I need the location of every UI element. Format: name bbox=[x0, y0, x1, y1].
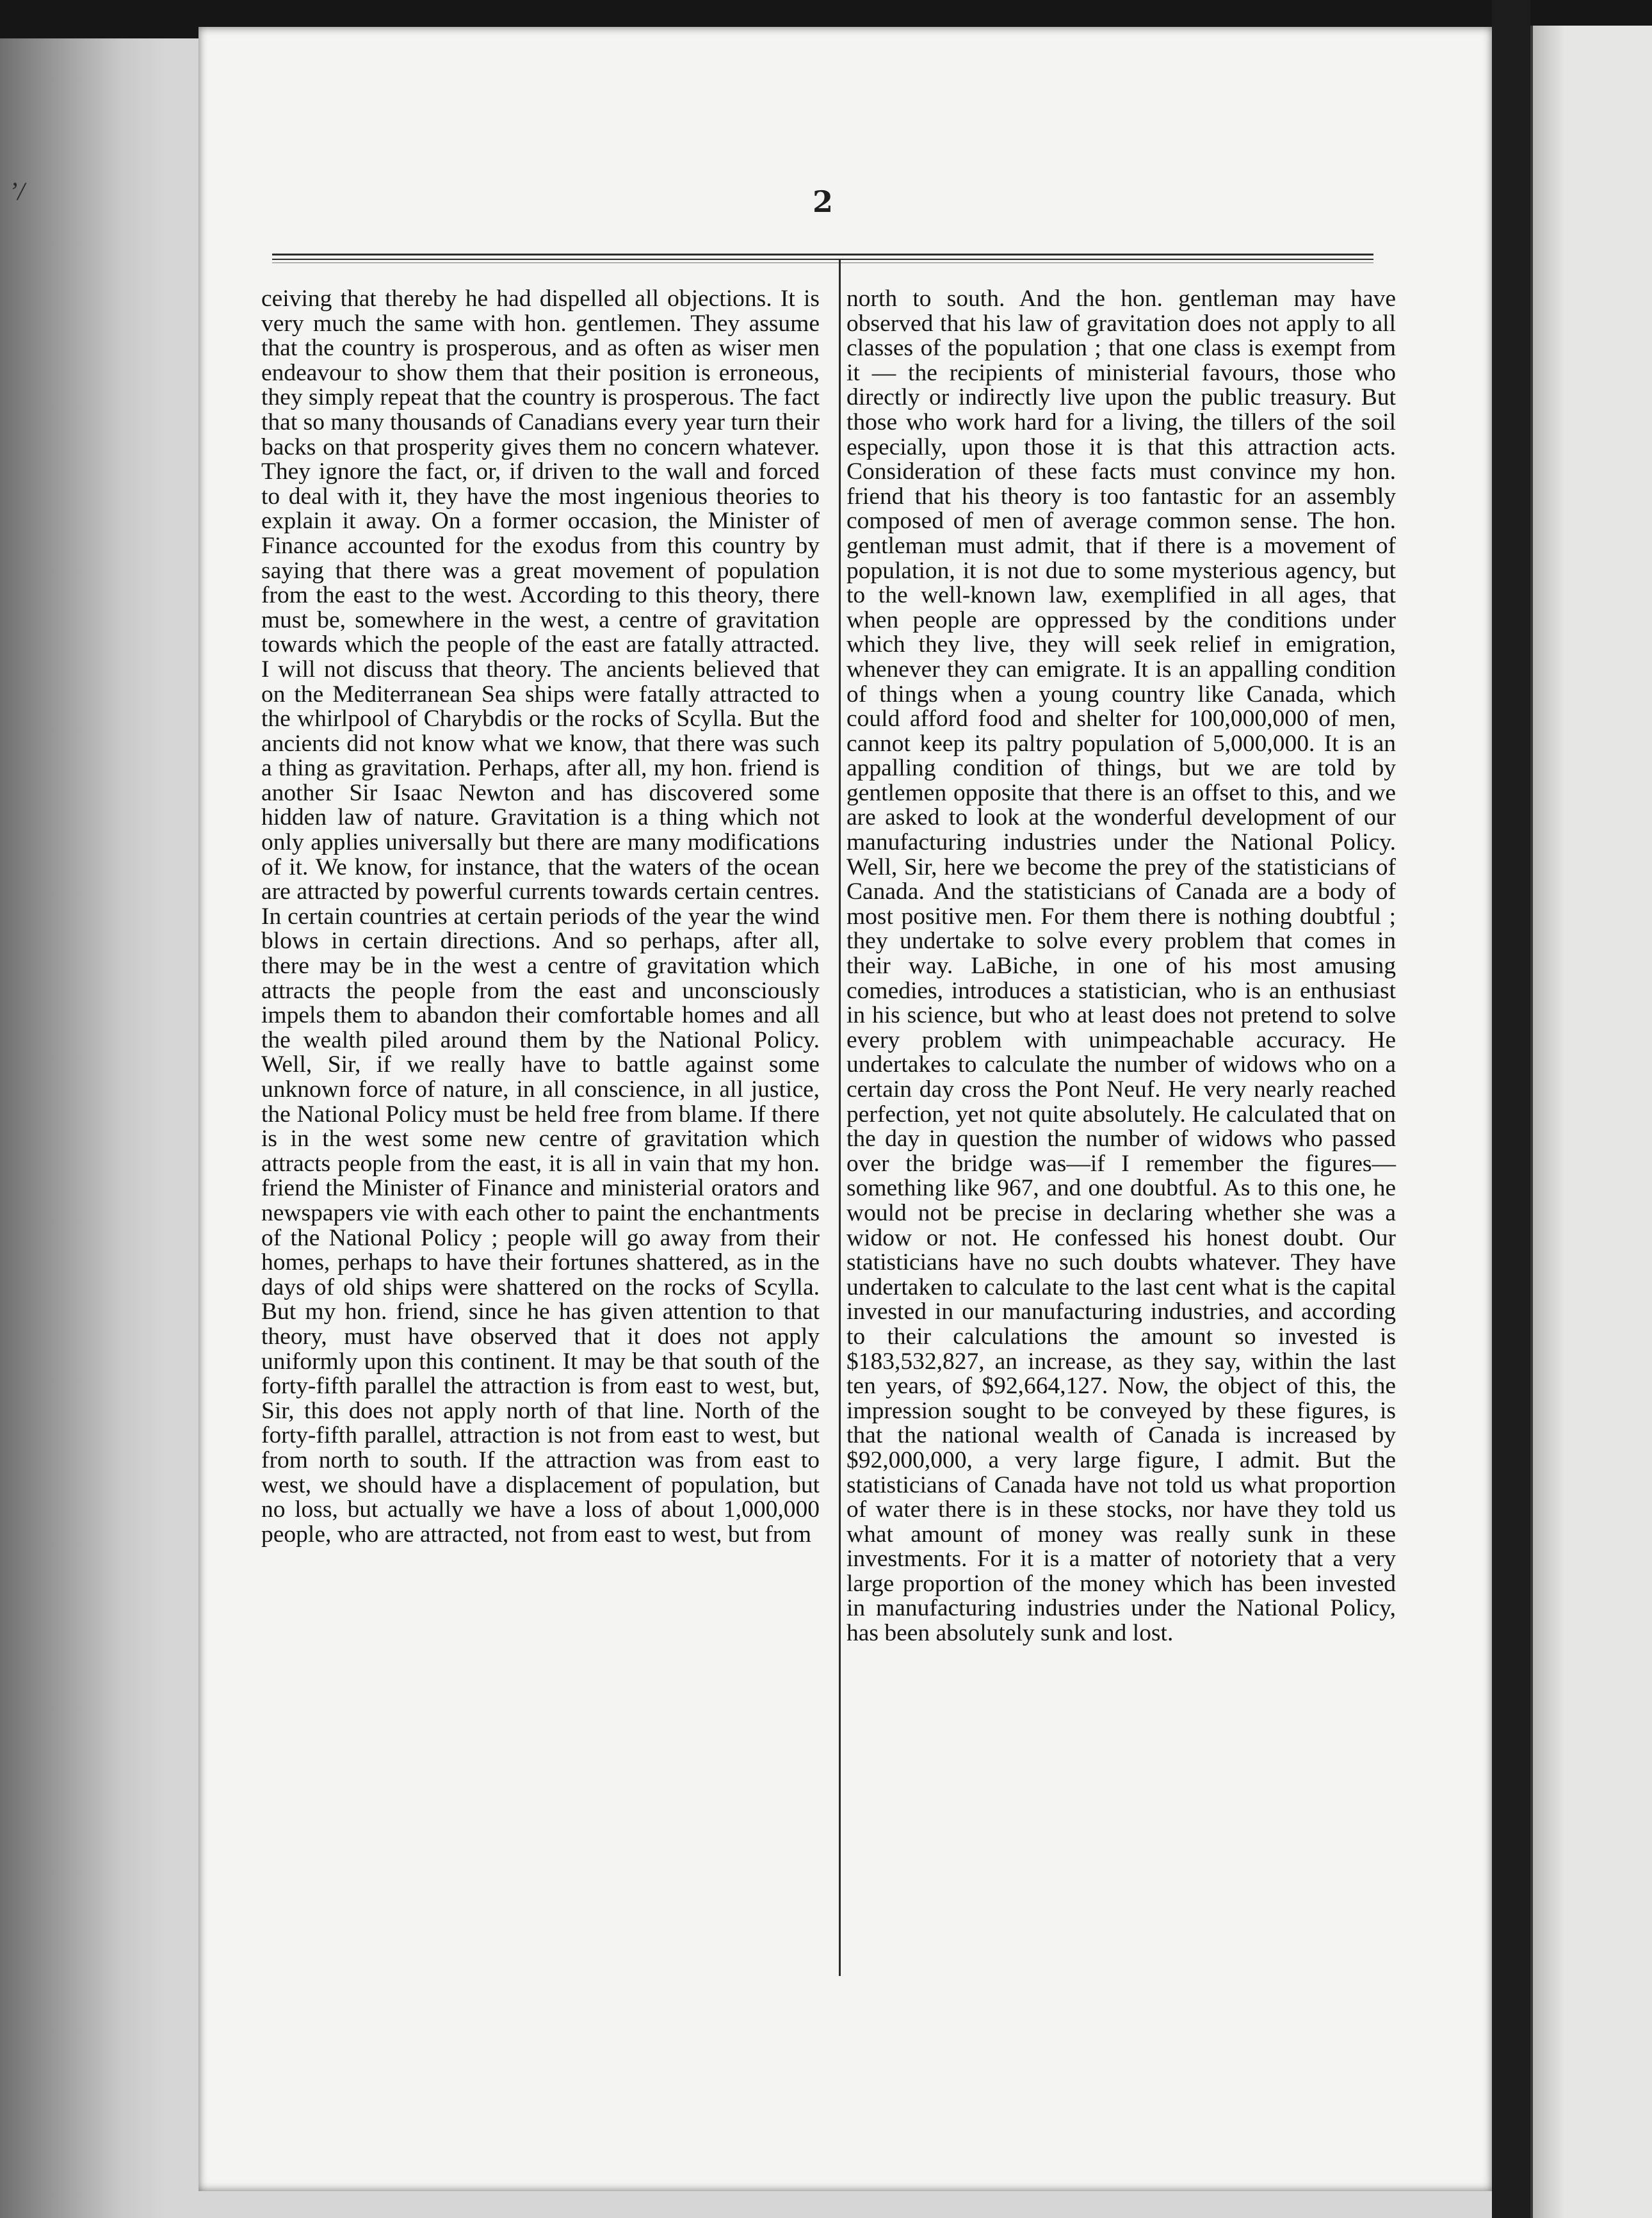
adjacent-page-edge bbox=[1530, 26, 1652, 2218]
margin-mark: ’/ bbox=[9, 177, 25, 206]
header-rule bbox=[272, 254, 1373, 255]
text-column-right bbox=[846, 287, 1396, 1646]
column-divider bbox=[839, 260, 841, 1976]
text-column-left bbox=[261, 287, 820, 1547]
page-gutter bbox=[1492, 0, 1530, 2218]
body-text: north to south. And the hon. gentleman may have observed that his law of gravitation does not apply to all classes of the population ; that one class is exempt from it — the recipients of ministerial favours, those who directly or indirectly live upon the public treasury. But those who work hard for a living, the tillers of the soil especially, upon those it is that this attraction acts. Consideration of these facts must convince my hon. friend that his theory is too fantastic for an assembly composed of men of average common sense. The hon. gentleman must admit, that if there is a movement of population, it is not due to some mysterious agency, but to the well-known law, exemplified in all ages, that when people are oppressed by the conditions under which they live, they will seek relief in emigration, whenever they can emigrate. It is an appalling condition of things when a young country like Canada, which could afford food and shelter for 100,000,000 of men, cannot keep its paltry population of 5,000,000. It is an appalling condition of things, but we are told by gentlemen opposite that there is an offset to this, and we are asked to look at the wonderful development of our manufacturing industries under the National Policy. Well, Sir, here we become the prey of the statisticians of Canada. And the statisticians of Canada are a body of most positive men. For them there is nothing doubtful ; they undertake to solve every problem that comes in their way. LaBiche, in one of his most amusing comedies, introduces a statistician, who is an enthusiast in his science, but who at least does not pretend to solve every problem with unimpeachable accuracy. He undertakes to calculate the number of widows who on a certain day cross the Pont Neuf. He very nearly reached perfection, yet not quite absolutely. He calculated that on the day in question the number of widows who passed over the bridge was—if I remember the figures—something like 967, and one doubtful. As to this one, he would not be precise in declaring whether she was a widow or not. He confessed his honest doubt. Our statisticians have no such doubts whatever. They have undertaken to calculate to the last cent what is the capital invested in our manufacturing industries, and according to their calculations the amount so invested is $183,532,827, an increase, as they say, within the last ten years, of $92,664,127. Now, the object of this, the impression sought to be conveyed by these figures, is that the national wealth of Canada is increased by $92,000,000, a very large figure, I admit. But the statisticians of Canada have not told us what proportion of water there is in these stocks, nor have they told us what amount of money was really sunk in these investments. For it is a matter of notoriety that a very large proportion of the money which has been invested in manufacturing industries under the National Policy, has been absolutely sunk and lost. bbox=[846, 286, 1396, 1647]
body-text: ceiving that thereby he had dispelled all objections. It is very much the same with hon. gentlemen. They assume that the country is prosperous, and as often as wiser men endeavour to show them that their position is erroneous, they simply repeat that the country is prosperous. The fact that so many thousands of Canadians every year turn their backs on that prosperity gives them no concern whatever. They ignore the fact, or, if driven to the wall and forced to deal with it, they have the most ingenious theories to explain it away. On a former occasion, the Minister of Finance accounted for the exodus from this country by saying that there was a great movement of population from the east to the west. According to this theory, there must be, somewhere in the west, a centre of gravitation towards which the people of the east are fatally attracted. I will not discuss that theory. The ancients believed that on the Mediterranean Sea ships were fatally attracted to the whirlpool of Charybdis or the rocks of Scylla. But the ancients did not know what we know, that there was such a thing as gravitation. Perhaps, after all, my hon. friend is another Sir Isaac Newton and has discovered some hidden law of nature. Gravitation is a thing which not only applies universally but there are many modifications of it. We know, for instance, that the waters of the ocean are attracted by powerful currents towards certain centres. In certain countries at certain periods of the year the wind blows in certain directions. And so perhaps, after all, there may be in the west a centre of gravitation which attracts the people from the east and unconsciously impels them to abandon their comfortable homes and all the wealth piled around them by the National Policy. Well, Sir, if we really have to battle against some unknown force of nature, in all conscience, in all justice, the National Policy must be held free from blame. If there is in the west some new centre of gravitation which attracts people from the east, it is all in vain that my hon. friend the Minister of Finance and ministerial orators and newspapers vie with each other to paint the enchantments of the National Policy ; people will go away from their homes, perhaps to have their fortunes shattered, as in the days of old ships were shattered on the rocks of Scylla. But my hon. friend, since he has given attention to that theory, must have observed that it does not apply uniformly upon this continent. It may be that south of the forty-fifth parallel the attraction is from east to west, but, Sir, this does not apply north of that line. North of the forty-fifth parallel, attraction is not from east to west, but from north to south. If the attraction was from east to west, we should have a displacement of population, but no loss, but actually we have a loss of about 1,000,000 people, who are attracted, not from east to west, but from bbox=[261, 286, 820, 1548]
header-rule bbox=[272, 259, 1373, 260]
page-number: 2 bbox=[812, 184, 833, 219]
